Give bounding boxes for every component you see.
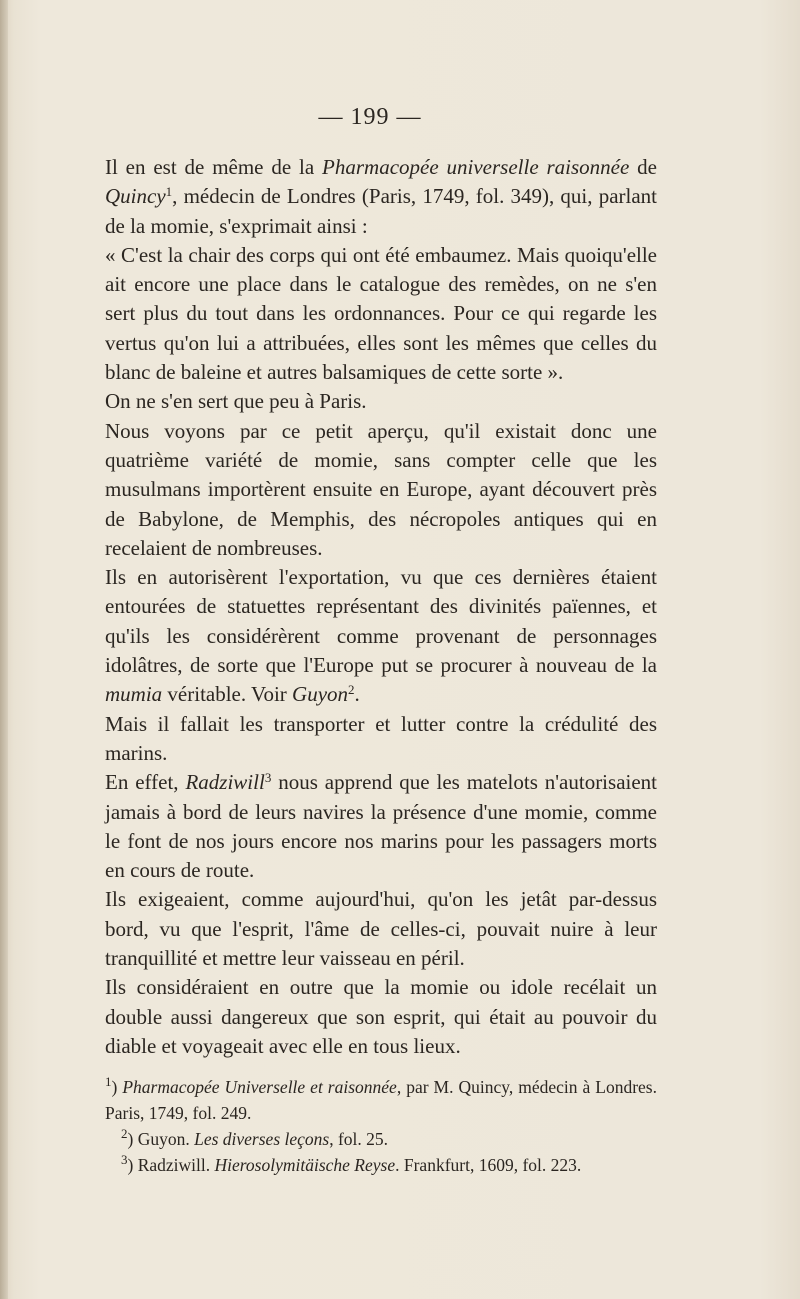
- paragraph-5-text-c: .: [354, 682, 360, 707]
- footnote-3-mark: 3: [121, 1152, 128, 1167]
- paragraph-7-text-a: En effet,: [105, 770, 186, 795]
- footnote-3-author: Radziwill.: [137, 1155, 215, 1175]
- paragraph-7: [105, 768, 657, 885]
- paragraph-6: [105, 710, 657, 769]
- term-mumia: mumia: [105, 682, 163, 707]
- footnote-ref-2: 2: [348, 682, 355, 698]
- paragraph-5-text-b: véritable. Voir: [162, 682, 293, 707]
- footnote-2-text: , fol. 25.: [329, 1129, 389, 1149]
- footnote-1: $^1$) Pharmacopée Universelle et raisonnée, par M. Quincy, médecin à Londres. Paris, 1749, fol. 249.: [105, 1074, 657, 1123]
- footnote-1-text: , par M. Quincy, médecin à Londres. Paris, 1749, fol. 249.: [105, 1077, 657, 1123]
- paragraph-1: [105, 153, 657, 241]
- paragraph-6-text: Mais il fallait les transporter et lutter contre la crédulité des marins.: [105, 711, 657, 765]
- paragraph-2-text: « C'est la chair des corps qui ont été embaumez. Mais quoiqu'elle ait encore une place dans le catalogue des remèdes, on ne s'en sert plus du tout dans les ordonnances. Pour ce qui regarde les vertus qu'on lui a attribuées, elles sont les mêmes que celles du blanc de baleine et autres balsamiques de cette sorte ».: [105, 242, 657, 385]
- page-number: — 199 —: [318, 104, 422, 130]
- paragraph-1-text-a: Il en est de même de la: [105, 155, 323, 179]
- paragraph-4-text: Nous voyons par ce petit aperçu, qu'il existait donc une quatrième variété de momie, sans compter celle que les musulmans importèrent ensuite en Europe, ayant découvert près de Babylone, de Memphis, des nécropoles antiques qui en recelaient de nombreuses.: [105, 418, 657, 560]
- footnote-ref-3: 3: [264, 770, 272, 786]
- paragraph-1-text-c: , médecin de Londres (Paris, 1749, fol. 349), qui, parlant de la momie, s'exprimait ainsi :: [105, 184, 657, 238]
- footnote-ref-1: 1: [165, 184, 173, 200]
- paragraph-3-text: On ne s'en sert que peu à Paris.: [105, 389, 367, 414]
- paragraph-4: [105, 417, 657, 563]
- paragraph-5: [105, 563, 657, 709]
- footnote-3-text: . Frankfurt, 1609, fol. 223.: [395, 1155, 582, 1175]
- footnote-3: $^3$) Radziwill. Hierosolymitäische Reyse. Frankfurt, 1609, fol. 223.: [121, 1152, 582, 1175]
- paragraph-5-text-a: Ils en autorisèrent l'exportation, vu que ces dernières étaient entourées de statuettes représentant des divinités païennes, et qu'ils les considérèrent comme provenant de personnages idolâtres, de sorte que l'Europe put se procurer à nouveau de la: [105, 565, 657, 678]
- paragraph-1-text-b: de: [629, 155, 657, 179]
- paragraph-8: [105, 885, 657, 973]
- author-guyon: Guyon: [292, 682, 349, 707]
- author-radziwill: Radziwill: [185, 770, 265, 795]
- paragraph-9-text: Ils considéraient en outre que la momie ou idole recélait un double aussi dangereux que son esprit, qui était au pouvoir du diable et voyageait avec elle en tous lieux.: [105, 975, 657, 1058]
- footnote-1-title: Pharmacopée Universelle et raisonnée: [122, 1077, 397, 1097]
- footnote-2: $^2$) Guyon. Les diverses leçons, fol. 25.: [121, 1126, 389, 1149]
- page-binding-edge: [0, 0, 8, 1299]
- paragraph-2-quote: [105, 241, 657, 387]
- work-title-pharmacopee: Pharmacopée universelle raisonnée: [322, 155, 630, 179]
- paragraph-3: [105, 387, 657, 416]
- footnote-2-mark: 2: [121, 1126, 128, 1141]
- footnote-3-title: Hierosolymitäische Reyse: [214, 1155, 396, 1175]
- paragraph-8-text: Ils exigeaient, comme aujourd'hui, qu'on les jetât par-dessus bord, vu que l'esprit, l'âme de celles-ci, pouvait nuire à leur tranquillité et mettre leur vaisseau en péril.: [105, 887, 657, 971]
- body-text: [105, 153, 657, 1061]
- paragraph-7-text-b: nous apprend que les matelots n'autorisaient jamais à bord de leurs navires la présence d'une momie, comme le font de nos jours encore nos marins pour les passagers morts en cours de route.: [105, 770, 658, 883]
- footnote-2-title: Les diverses leçons: [194, 1129, 330, 1149]
- paragraph-9: [105, 973, 657, 1061]
- footnote-2-author: Guyon.: [137, 1129, 195, 1149]
- footnotes: [105, 1074, 657, 1178]
- author-quincy: Quincy: [105, 184, 166, 209]
- footnote-1-mark: 1: [105, 1074, 112, 1089]
